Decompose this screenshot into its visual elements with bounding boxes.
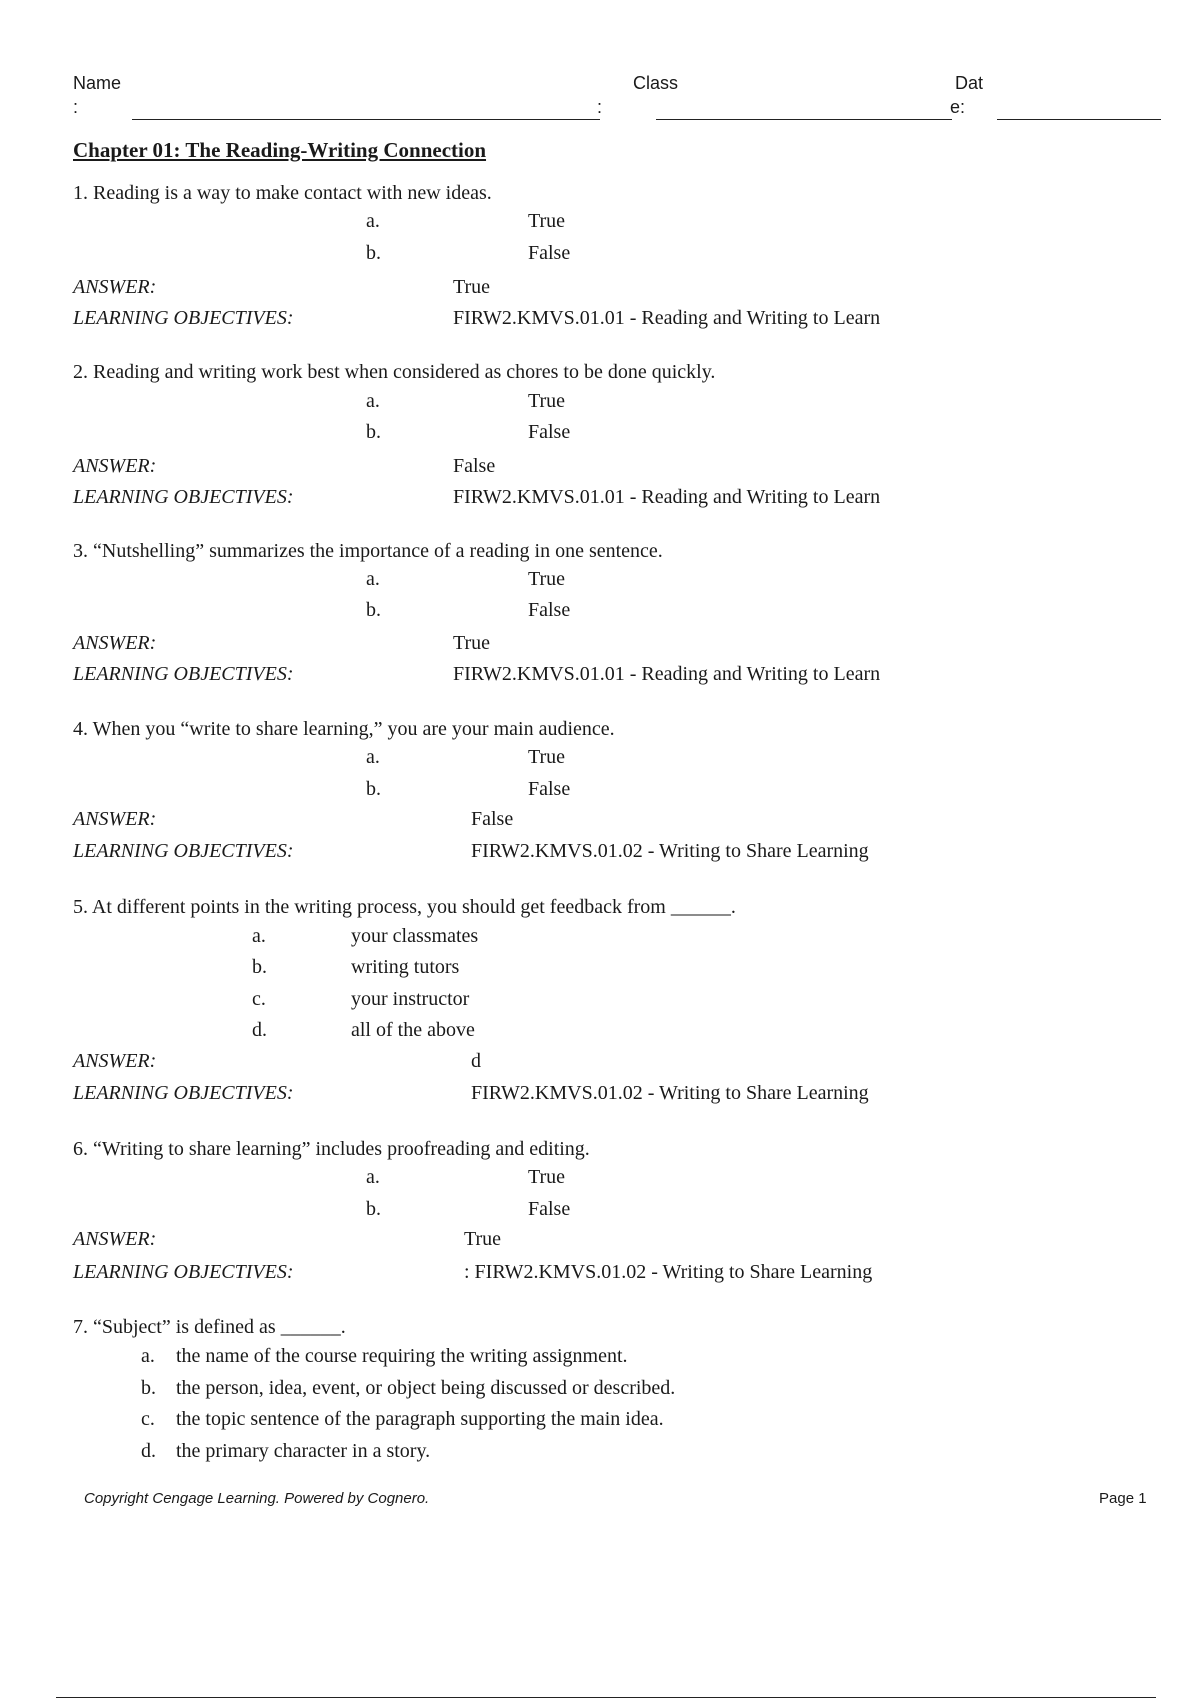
option-text: True [528,210,566,232]
option-letter: a. [366,746,380,768]
objectives-value: FIRW2.KMVS.01.02 - Writing to Share Learning [471,1082,869,1104]
name-colon: : [73,97,79,117]
option-letter: a. [366,568,380,590]
answer-label: ANSWER: [73,632,157,654]
answer-label: ANSWER: [73,808,157,830]
option-text: False [528,242,571,264]
bottom-divider [56,1697,1156,1698]
option-text: your instructor [351,988,470,1010]
option-letter: d. [252,1019,267,1041]
objectives-value: FIRW2.KMVS.01.02 - Writing to Share Learning [471,840,869,862]
option-letter: b. [141,1377,156,1399]
copyright-footer: Copyright Cengage Learning. Powered by Cognero. [84,1490,430,1507]
question-text: 7. “Subject” is defined as ______. [73,1316,346,1338]
option-text: False [528,599,571,621]
option-text: False [528,421,571,443]
option-text: True [528,1166,566,1188]
name-line[interactable] [132,119,600,120]
class-label: Class [633,73,679,93]
objectives-label: LEARNING OBJECTIVES: [73,663,294,685]
page-number: Page 1 [1099,1490,1147,1507]
date-label-continued: e: [950,97,966,117]
option-letter: b. [366,242,381,264]
question-text: 1. Reading is a way to make contact with new ideas. [73,182,492,204]
answer-value: True [453,276,491,298]
option-text: True [528,568,566,590]
objectives-label: LEARNING OBJECTIVES: [73,1261,294,1283]
objectives-value: FIRW2.KMVS.01.01 - Reading and Writing to Learn [453,486,881,508]
option-text: the name of the course requiring the writing assignment. [176,1345,628,1367]
answer-label: ANSWER: [73,276,157,298]
answer-value: False [453,455,496,477]
option-letter: b. [366,421,381,443]
option-text: the primary character in a story. [176,1440,431,1462]
option-text: True [528,746,566,768]
answer-label: ANSWER: [73,1050,157,1072]
answer-value: d [471,1050,481,1072]
option-letter: b. [366,778,381,800]
objectives-label: LEARNING OBJECTIVES: [73,486,294,508]
class-colon: : [597,97,603,117]
objectives-value: : FIRW2.KMVS.01.02 - Writing to Share Learning [464,1261,873,1283]
question-text: 4. When you “write to share learning,” you are your main audience. [73,718,615,740]
date-label: Dat [955,73,984,93]
option-letter: a. [366,210,380,232]
objectives-value: FIRW2.KMVS.01.01 - Reading and Writing to Learn [453,307,881,329]
option-text: writing tutors [351,956,460,978]
option-letter: c. [252,988,266,1010]
option-text: False [528,778,571,800]
class-line[interactable] [656,119,952,120]
option-text: the topic sentence of the paragraph supporting the main idea. [176,1408,664,1430]
option-letter: b. [366,599,381,621]
answer-label: ANSWER: [73,1228,157,1250]
question-text: 6. “Writing to share learning” includes proofreading and editing. [73,1138,590,1160]
option-letter: a. [141,1345,155,1367]
option-text: the person, idea, event, or object being discussed or described. [176,1377,676,1399]
question-text: 5. At different points in the writing process, you should get feedback from ______. [73,896,736,918]
objectives-label: LEARNING OBJECTIVES: [73,840,294,862]
answer-value: True [453,632,491,654]
option-text: your classmates [351,925,479,947]
option-text: True [528,390,566,412]
option-letter: a. [252,925,266,947]
question-text: 2. Reading and writing work best when considered as chores to be done quickly. [73,361,716,383]
option-letter: b. [252,956,267,978]
objectives-label: LEARNING OBJECTIVES: [73,307,294,329]
objectives-value: FIRW2.KMVS.01.01 - Reading and Writing to Learn [453,663,881,685]
chapter-title: Chapter 01: The Reading-Writing Connection [73,138,487,162]
option-letter: c. [141,1408,155,1430]
option-text: all of the above [351,1019,475,1041]
answer-label: ANSWER: [73,455,157,477]
option-letter: d. [141,1440,156,1462]
objectives-label: LEARNING OBJECTIVES: [73,1082,294,1104]
date-line[interactable] [997,119,1161,120]
option-letter: b. [366,1198,381,1220]
answer-value: False [471,808,514,830]
name-label: Name [73,73,122,93]
option-text: False [528,1198,571,1220]
option-letter: a. [366,1166,380,1188]
answer-value: True [464,1228,502,1250]
question-text: 3. “Nutshelling” summarizes the importance of a reading in one sentence. [73,540,663,562]
option-letter: a. [366,390,380,412]
